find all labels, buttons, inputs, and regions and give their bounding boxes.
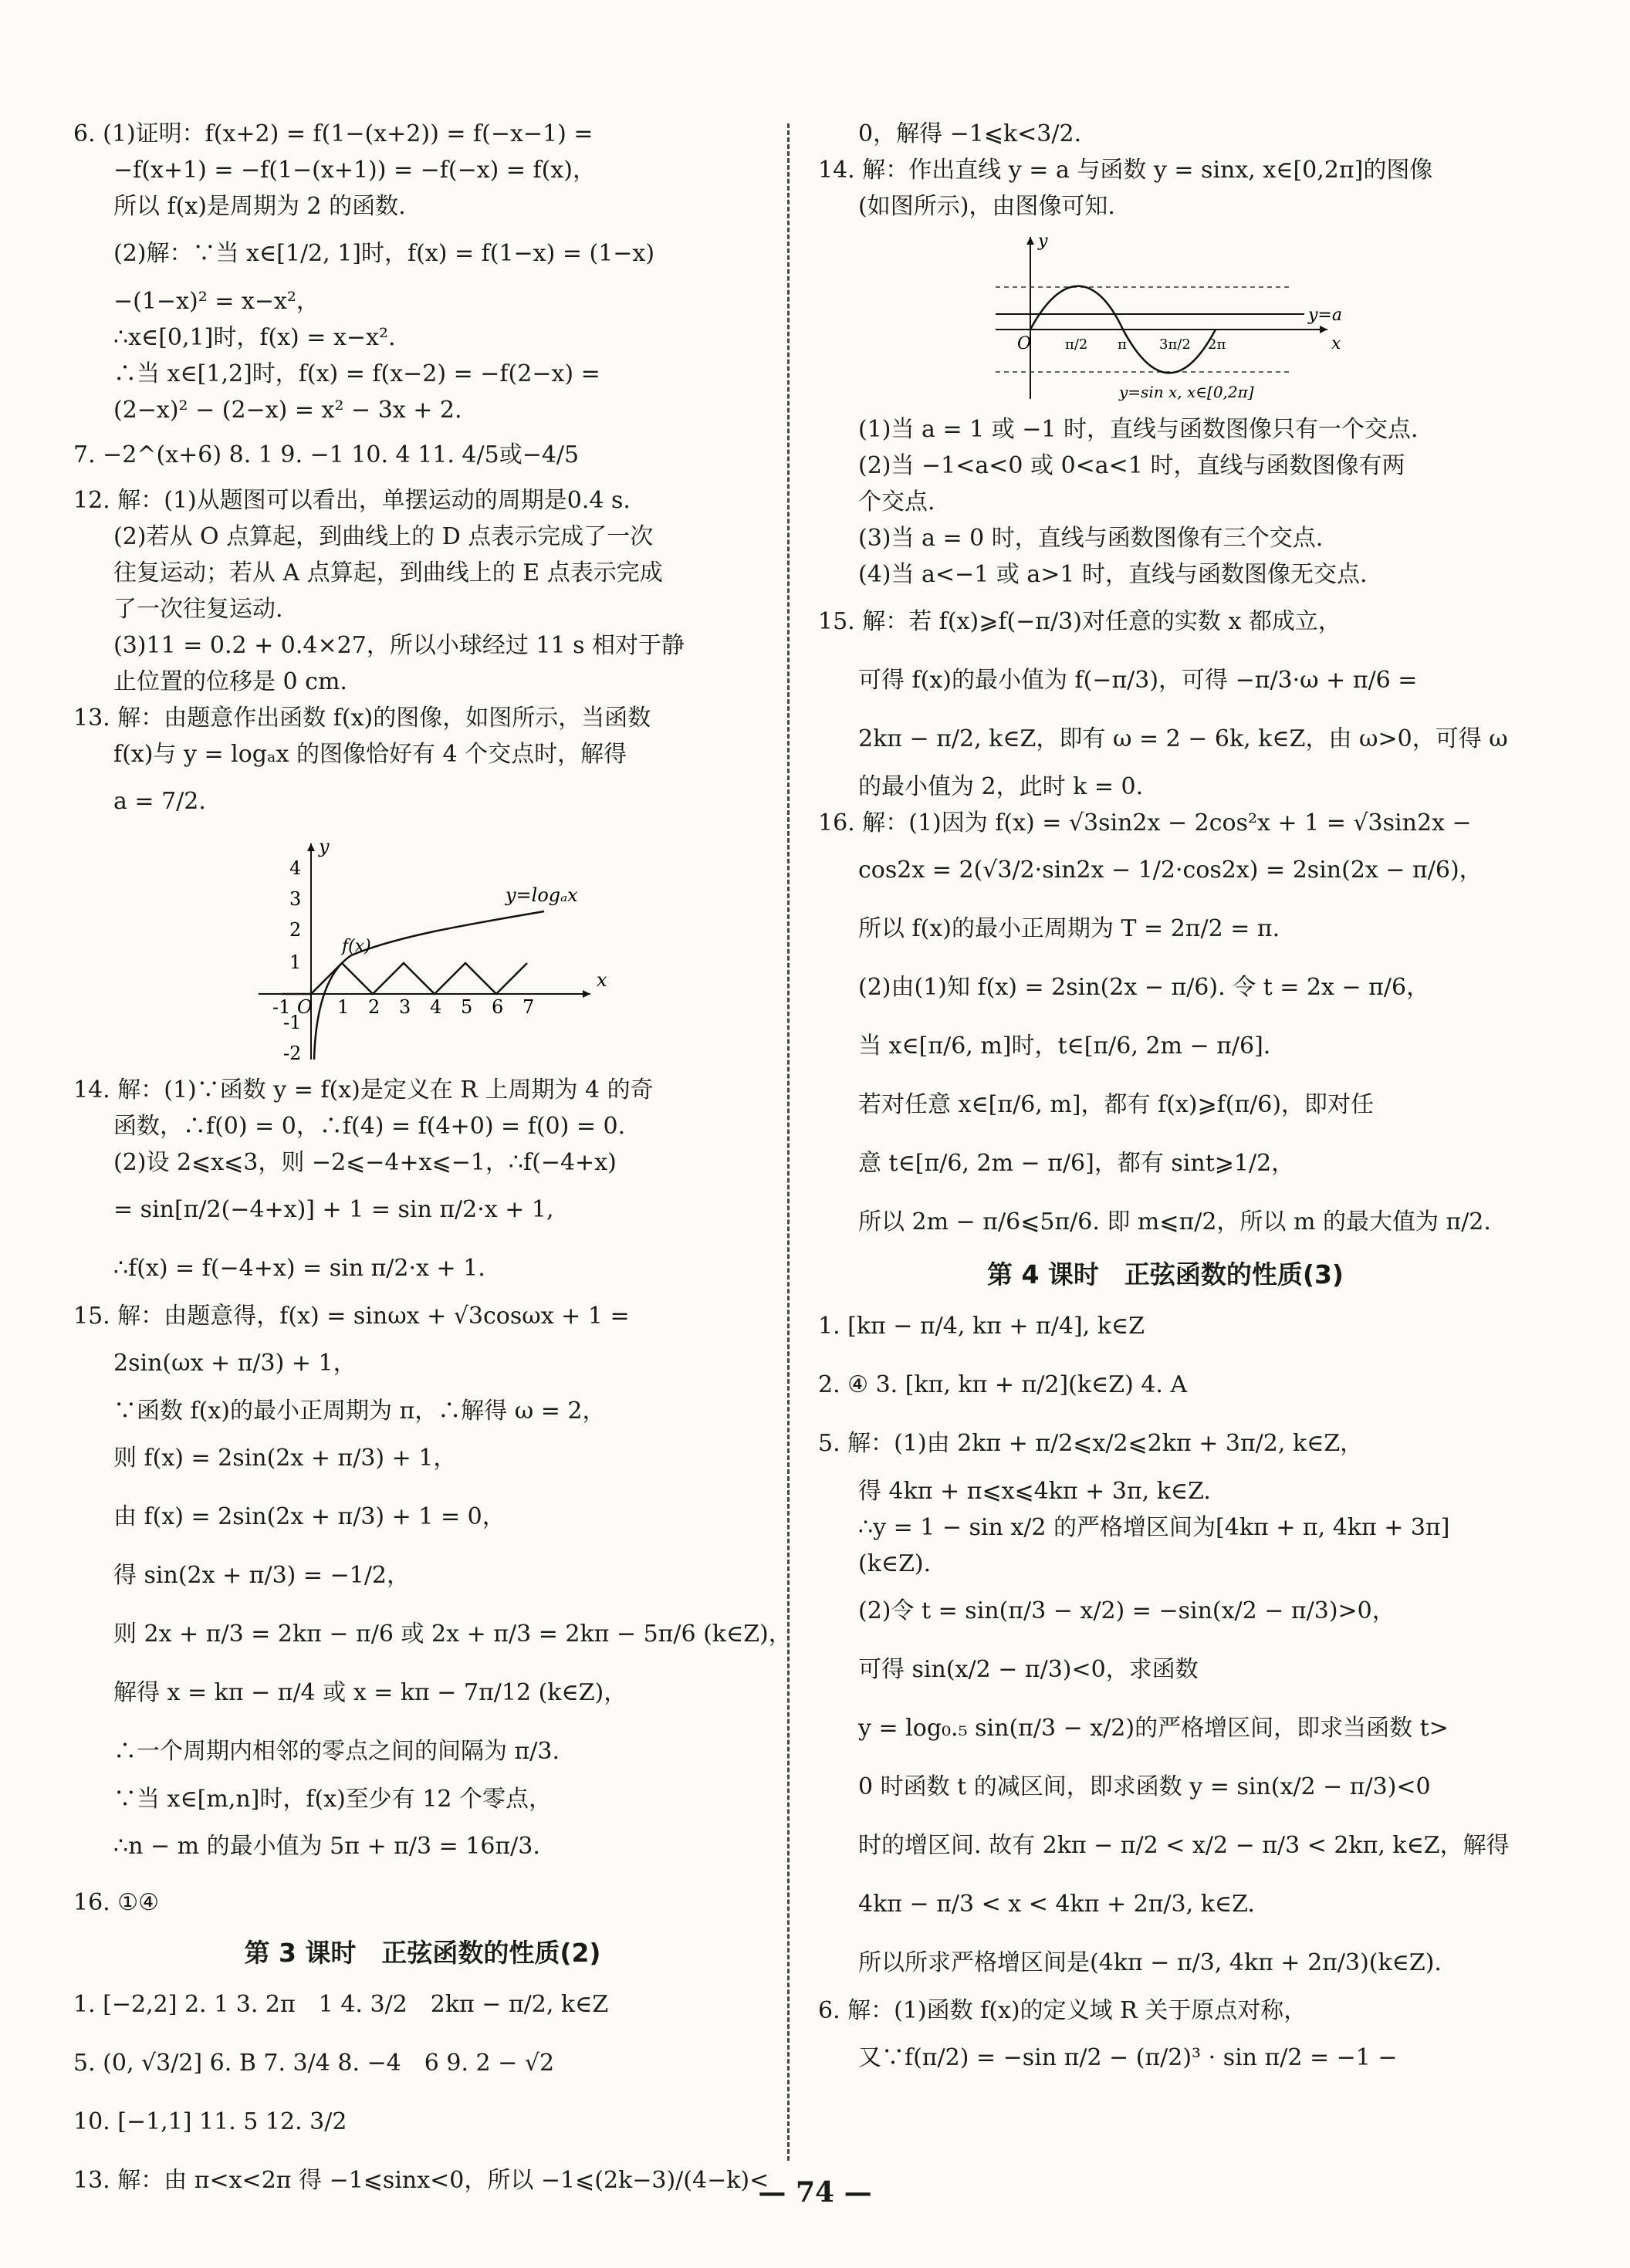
text-line: 的最小值为 2，此时 k = 0.	[858, 773, 1144, 800]
text-line: ∴y = 1 − sin x/2 的严格增区间为[4kπ + π, 4kπ + 3π]	[858, 1514, 1450, 1541]
section-title-4: 第 4 课时 正弦函数的性质(3)	[986, 1259, 1344, 1289]
section-4-answers	[818, 1297, 1513, 1415]
problem-14-cases	[818, 411, 1513, 593]
text-line: 函数，∴f(0) = 0，∴f(4) = f(4+0) = f(0) = 0.	[113, 1113, 626, 1140]
problem-13	[73, 700, 772, 831]
text-line: 个交点.	[858, 488, 935, 515]
problem-15	[73, 1298, 792, 1876]
text-line: 4kπ − π/3 < x < 4kπ + 2π/3, k∈Z.	[858, 1891, 1255, 1918]
text-line: f(x)与 y = logₐx 的图像恰好有 4 个交点时，解得	[113, 741, 627, 768]
text-line: 14. 解：(1)∵函数 y = f(x)是定义在 R 上周期为 4 的奇	[73, 1077, 654, 1104]
answers-7-11: 7. −2^(x+6) 8. 1 9. −1 10. 4 11. 4/5或−4/5	[73, 441, 580, 468]
sine-graph	[988, 229, 1343, 407]
text-line: 往复运动；若从 A 点算起，到曲线上的 E 点表示完成	[113, 559, 663, 586]
text-line: 由 f(x) = 2sin(2x + π/3) + 1 = 0，	[113, 1503, 506, 1530]
y-axis-label: y	[319, 836, 330, 857]
y-tick: 2	[289, 919, 302, 941]
text-line: −(1−x)² = x−x²，	[113, 288, 320, 315]
text-line: 若对任意 x∈[π/6, m]，都有 f(x)⩾f(π/6)，即对任	[858, 1091, 1375, 1118]
text-line: (2−x)² − (2−x) = x² − 3x + 2.	[113, 397, 462, 424]
text-line: ∵当 x∈[m,n]时，f(x)至少有 12 个零点，	[113, 1786, 553, 1813]
text-line: 得 4kπ + π⩽x⩽4kπ + 3π, k∈Z.	[858, 1478, 1211, 1505]
text-line: (4)当 a<−1 或 a>1 时，直线与函数图像无交点.	[858, 561, 1368, 588]
text-line: 所以 2m − π/6⩽5π/6. 即 m⩽π/2，所以 m 的最大值为 π/2.	[858, 1208, 1491, 1235]
x-tick: π	[1118, 336, 1127, 353]
text-line: 10. [−1,1] 11. 5 12. 3/2	[73, 2108, 347, 2135]
left-column	[73, 116, 792, 2210]
text-line: 了一次往复运动.	[113, 596, 283, 623]
text-line: (2)若从 O 点算起，到曲线上的 D 点表示完成了一次	[113, 523, 654, 550]
text-line: (2)解：∵当 x∈[1/2, 1]时，f(x) = f(1−x) = (1−x)	[113, 240, 655, 267]
problem-6	[73, 116, 772, 428]
y-tick: 1	[289, 951, 302, 973]
text-line: = sin[π/2(−4+x)] + 1 = sin π/2·x + 1,	[113, 1196, 554, 1223]
text-line: 所以 f(x)的最小正周期为 T = 2π/2 = π.	[858, 915, 1280, 942]
page-number: — 74 —	[758, 2176, 872, 2209]
y-tick: -1	[283, 1012, 302, 1033]
x-axis-label: x	[597, 969, 607, 991]
text-line: 意 t∈[π/6, 2m − π/6]，都有 sint⩾1/2，	[858, 1150, 1295, 1177]
y-tick: 4	[289, 857, 302, 879]
x-tick: 2	[368, 996, 380, 1018]
x-axis-label: x	[1331, 334, 1341, 353]
text-line: 0，解得 −1⩽k<3/2.	[858, 120, 1082, 147]
text-line: 15. 解：若 f(x)⩾f(−π/3)对任意的实数 x 都成立，	[818, 608, 1341, 635]
text-line: 1. [kπ − π/4, kπ + π/4], k∈Z	[818, 1313, 1145, 1340]
problem-12	[73, 482, 772, 700]
text-line: (3)11 = 0.2 + 0.4×27，所以小球经过 11 s 相对于静	[113, 632, 685, 659]
text-line: 得 sin(2x + π/3) = −1/2，	[113, 1562, 411, 1589]
text-line: y = log₀.₅ sin(π/3 − x/2)的严格增区间，即求当函数 t>	[858, 1715, 1449, 1742]
text-line: 5. (0, √3/2] 6. B 7. 3/4 8. −4 6 9. 2 − √2	[73, 2050, 555, 2077]
answer-16: 16. ①④	[73, 1889, 160, 1916]
x-tick: 5	[461, 996, 473, 1018]
text-line: (1)当 a = 1 或 −1 时，直线与函数图像只有一个交点.	[858, 416, 1419, 443]
right-column	[818, 116, 1513, 2087]
text-line: 解得 x = kπ − π/4 或 x = kπ − 7π/12 (k∈Z)，	[113, 1679, 627, 1706]
text-line: 2. ④ 3. [kπ, kπ + π/2](k∈Z) 4. A	[818, 1371, 1188, 1398]
periodic-function-curve	[282, 963, 527, 994]
section-title-3: 第 3 课时 正弦函数的性质(2)	[244, 1938, 601, 1968]
text-line: 13. 解：由题意作出函数 f(x)的图像，如图所示，当函数	[73, 705, 651, 732]
curve-label: y=sin x, x∈[0,2π]	[1119, 383, 1254, 401]
text-line: ∴一个周期内相邻的零点之间的间隔为 π/3.	[113, 1738, 560, 1765]
x-tick: π/2	[1065, 336, 1088, 353]
function-label: f(x)	[342, 937, 371, 956]
line-label: y=a	[1308, 306, 1342, 325]
origin-label: O	[1017, 334, 1032, 353]
x-tick: 3	[399, 996, 411, 1018]
x-tick: -1	[272, 996, 291, 1018]
text-line: 则 f(x) = 2sin(2x + π/3) + 1，	[113, 1445, 457, 1472]
origin-label: O	[297, 996, 313, 1018]
text-line: 15. 解：由题意得，f(x) = sinωx + √3cosωx + 1 =	[73, 1303, 630, 1330]
text-line: 12. 解：(1)从题图可以看出，单摆运动的周期是0.4 s.	[73, 487, 631, 514]
x-tick: 7	[522, 996, 535, 1018]
problem-14	[73, 1072, 772, 1298]
log-curve-label: y=logₐx	[506, 884, 578, 906]
text-line: ∵函数 f(x)的最小正周期为 π，∴解得 ω = 2，	[113, 1398, 606, 1425]
x-tick: 4	[430, 996, 442, 1018]
y-axis-label: y	[1038, 232, 1048, 251]
text-line: 2sin(ωx + π/3) + 1，	[113, 1350, 357, 1377]
text-line: ∴当 x∈[1,2]时，f(x) = f(x−2) = −f(2−x) =	[113, 360, 600, 387]
text-line: 0 时函数 t 的减区间，即求函数 y = sin(x/2 − π/3)<0	[858, 1773, 1431, 1800]
column-divider	[787, 123, 790, 2161]
problem-5-right	[818, 1415, 1513, 2087]
x-tick: 2π	[1208, 336, 1226, 353]
text-line: 可得 f(x)的最小值为 f(−π/3)，可得 −π/3·ω + π/6 =	[858, 667, 1418, 694]
text-line: 当 x∈[π/6, m]时，t∈[π/6, 2m − π/6].	[858, 1033, 1271, 1060]
text-line: (3)当 a = 0 时，直线与函数图像有三个交点.	[858, 525, 1324, 552]
text-line: 6. (1)证明：f(x+2) = f(1−(x+2)) = f(−x−1) =	[73, 120, 593, 147]
text-line: ∴f(x) = f(−4+x) = sin π/2·x + 1.	[113, 1255, 485, 1282]
text-line: 6. 解：(1)函数 f(x)的定义域 R 关于原点对称，	[818, 1997, 1307, 2024]
text-line: (2)令 t = sin(π/3 − x/2) = −sin(x/2 − π/3)>0，	[858, 1597, 1395, 1624]
text-line: 13. 解：由 π<x<2π 得 −1⩽sinx<0，所以 −1⩽(2k−3)/(4−k)<	[73, 2167, 769, 2194]
y-tick: -2	[283, 1043, 302, 1064]
text-line: (k∈Z).	[858, 1550, 932, 1577]
text-line: (2)由(1)知 f(x) = 2sin(2x − π/6). 令 t = 2x − π/6，	[858, 974, 1430, 1001]
text-line: 又∵f(π/2) = −sin π/2 − (π/2)³ · sin π/2 = −1 −	[858, 2044, 1398, 2071]
text-line: (2)设 2⩽x⩽3，则 −2⩽−4+x⩽−1，∴f(−4+x)	[113, 1149, 617, 1176]
text-line: 5. 解：(1)由 2kπ + π/2⩽x/2⩽2kπ + 3π/2, k∈Z，	[818, 1430, 1364, 1457]
problem-16-right	[818, 805, 1513, 1252]
problem-15-right	[818, 593, 1513, 805]
text-line: ∴x∈[0,1]时，f(x) = x−x².	[113, 324, 396, 351]
x-tick: 1	[337, 996, 350, 1018]
section-3-answers	[73, 1976, 772, 2210]
text-line: 则 2x + π/3 = 2kπ − π/6 或 2x + π/3 = 2kπ − 5π/6 (k∈Z)，	[113, 1621, 792, 1648]
problem-14-right	[818, 152, 1513, 225]
text-line: 止位置的位移是 0 cm.	[113, 668, 347, 695]
text-line: 14. 解：作出直线 y = a 与函数 y = sinx, x∈[0,2π]的图像	[818, 157, 1433, 184]
log-curve	[314, 911, 544, 1060]
text-line: (如图所示)，由图像可知.	[858, 193, 1115, 220]
text-line: 1. [−2,2] 2. 1 3. 2π 1 4. 3/2 2kπ − π/2, k∈Z	[73, 1991, 609, 2018]
text-line: −f(x+1) = −f(1−(x+1)) = −f(−x) = f(x)，	[113, 157, 596, 184]
text-line: a = 7/2.	[113, 788, 206, 815]
text-line: cos2x = 2(√3/2·sin2x − 1/2·cos2x) = 2sin(2x − π/6)，	[858, 857, 1483, 884]
text-line: 所以 f(x)是周期为 2 的函数.	[113, 193, 406, 220]
text-line: 所以所求严格增区间是(4kπ − π/3, 4kπ + 2π/3)(k∈Z).	[858, 1949, 1442, 1976]
text-line: ∴n − m 的最小值为 5π + π/3 = 16π/3.	[113, 1833, 540, 1860]
periodic-function-graph	[251, 836, 606, 1067]
x-tick: 6	[492, 996, 504, 1018]
text-line: 时的增区间. 故有 2kπ − π/2 < x/2 − π/3 < 2kπ, k∈Z，解得	[858, 1832, 1510, 1859]
text-line: 可得 sin(x/2 − π/3)<0，求函数	[858, 1656, 1199, 1683]
x-tick: 3π/2	[1159, 336, 1191, 353]
y-tick: 3	[289, 888, 302, 910]
text-line: 2kπ − π/2, k∈Z，即有 ω = 2 − 6k, k∈Z，由 ω>0，可得 ω	[858, 725, 1508, 752]
text-line: (2)当 −1<a<0 或 0<a<1 时，直线与函数图像有两	[858, 452, 1405, 479]
text-line: 16. 解：(1)因为 f(x) = √3sin2x − 2cos²x + 1 = √3sin2x −	[818, 810, 1472, 837]
